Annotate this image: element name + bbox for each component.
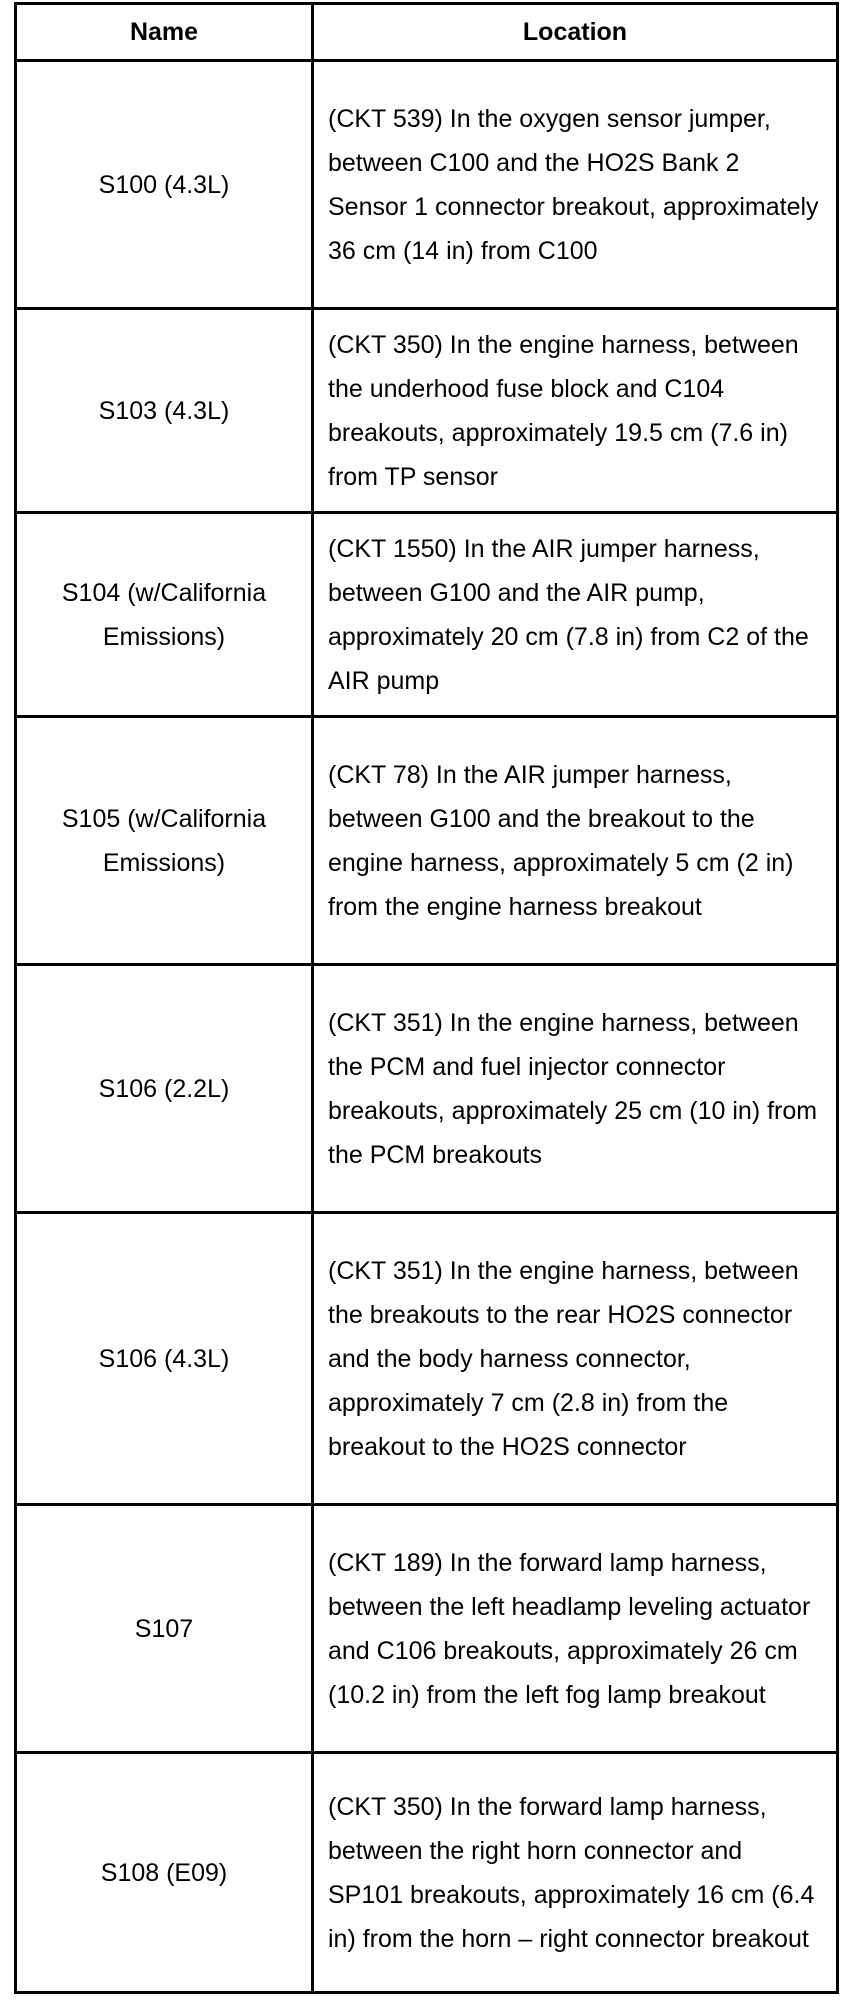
splice-location-cell: (CKT 189) In the forward lamp harness, between the left headlamp leveling actuator and C106 breakouts, approximately 26 cm (10.2 in) from the left fog lamp breakout bbox=[313, 1505, 838, 1753]
splice-location-cell: (CKT 539) In the oxygen sensor jumper, between C100 and the HO2S Bank 2 Sensor 1 connector breakout, approximately 36 cm (14 in) from C100 bbox=[313, 61, 838, 309]
splice-name-cell: S107 bbox=[16, 1505, 313, 1753]
splice-location-cell: (CKT 350) In the engine harness, between the underhood fuse block and C104 breakouts, approximately 19.5 cm (7.6 in) from TP sensor bbox=[313, 309, 838, 513]
splice-name-cell: S106 (2.2L) bbox=[16, 965, 313, 1213]
table-row bbox=[16, 965, 838, 1213]
splice-location-table bbox=[14, 2, 839, 1994]
column-header-name: Name bbox=[16, 4, 313, 61]
splice-location-cell: (CKT 351) In the engine harness, between the breakouts to the rear HO2S connector and the body harness connector, approximately 7 cm (2.8 in) from the breakout to the HO2S connector bbox=[313, 1213, 838, 1505]
splice-location-cell: (CKT 350) In the forward lamp harness, between the right horn connector and SP101 breakouts, approximately 16 cm (6.4 in) from the horn – right connector breakout bbox=[313, 1753, 838, 1993]
table-body bbox=[16, 61, 838, 1993]
table-row bbox=[16, 1753, 838, 1993]
splice-name-cell: S105 (w/California Emissions) bbox=[16, 717, 313, 965]
splice-name-cell: S108 (E09) bbox=[16, 1753, 313, 1993]
table-header bbox=[16, 4, 838, 61]
column-header-location: Location bbox=[313, 4, 838, 61]
splice-name-cell: S100 (4.3L) bbox=[16, 61, 313, 309]
splice-location-cell: (CKT 78) In the AIR jumper harness, between G100 and the breakout to the engine harness, approximately 5 cm (2 in) from the engine harness breakout bbox=[313, 717, 838, 965]
header-row bbox=[16, 4, 838, 61]
table-row bbox=[16, 1213, 838, 1505]
splice-location-cell: (CKT 1550) In the AIR jumper harness, between G100 and the AIR pump, approximately 20 cm (7.8 in) from C2 of the AIR pump bbox=[313, 513, 838, 717]
splice-name-cell: S103 (4.3L) bbox=[16, 309, 313, 513]
table-row bbox=[16, 61, 838, 309]
table-row bbox=[16, 309, 838, 513]
table-row bbox=[16, 1505, 838, 1753]
splice-name-cell: S104 (w/California Emissions) bbox=[16, 513, 313, 717]
splice-name-cell: S106 (4.3L) bbox=[16, 1213, 313, 1505]
table-row bbox=[16, 513, 838, 717]
splice-location-cell: (CKT 351) In the engine harness, between the PCM and fuel injector connector breakouts, approximately 25 cm (10 in) from the PCM breakouts bbox=[313, 965, 838, 1213]
table-row bbox=[16, 717, 838, 965]
